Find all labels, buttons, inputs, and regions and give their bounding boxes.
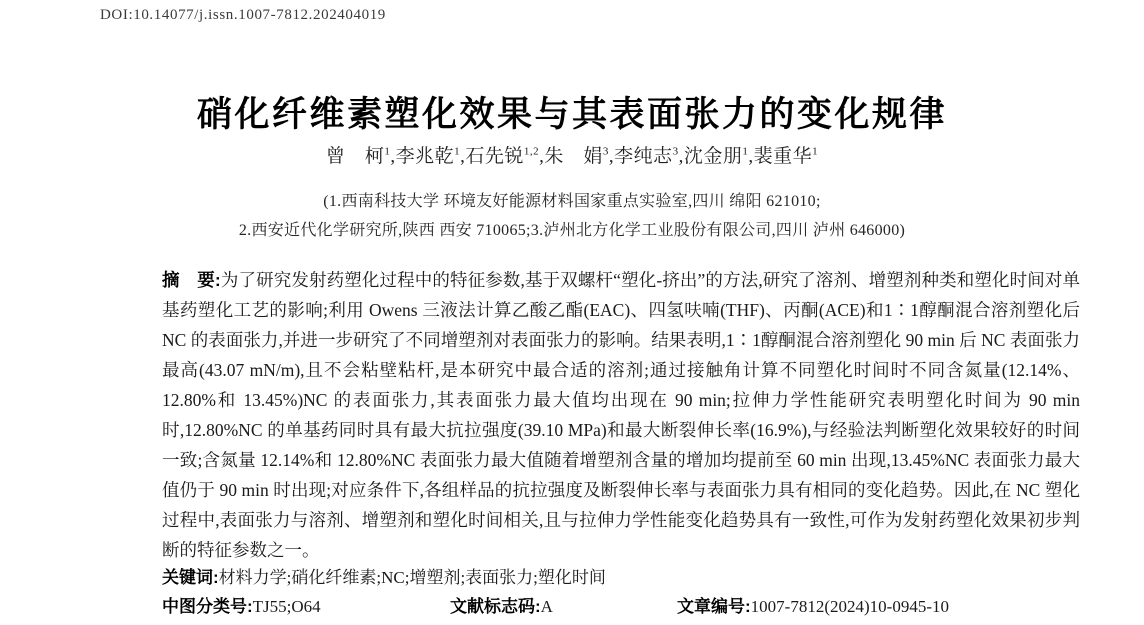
author: 李纯志$^3$ [614, 145, 679, 167]
keywords-label: 关键词: [162, 568, 219, 587]
article-id-label: 文章编号: [677, 597, 751, 616]
author-affiliation-superscript: 1 [742, 145, 749, 158]
author-affiliation-superscript: 3 [672, 145, 679, 158]
clc-number [162, 592, 321, 617]
article-id [677, 592, 949, 617]
abstract-text: 为了研究发射药塑化过程中的特征参数,基于双螺杆“塑化-挤出”的方法,研究了溶剂、增塑剂种类和塑化时间对单基药塑化工艺的影响;利用 Owens 三液法计算乙酸乙酯(EAC)、四氢呋喃(THF)、丙酮(ACE)和1∶1醇酮混合溶剂塑化后 NC 的表面张力,并进一步研究了不同增塑剂对表面张力的影响。结果表明,1∶1醇酮混合溶剂塑化 90 min 后 NC 表面张力最高(43.07 mN/m),且不会粘壁粘杆,是本研究中最合适的溶剂;通过接触角计算不同塑化时间时不同含氮量(12.14%、12.80%和 13.45%)NC 的表面张力,其表面张力最大值均出现在 90 min;拉伸力学性能研究表明塑化时间为 90 min 时,12.80%NC 的单基药同时具有最大抗拉强度(39.10 MPa)和最大断裂伸长率(16.9%),与经验法判断塑化效果较好的时间一致;含氮量 12.14%和 12.80%NC 表面张力最大值随着增塑剂含量的增加均提前至 60 min 出现,13.45%NC 表面张力最大值仍于 90 min 时出现;对应条件下,各组样品的抗拉强度及断裂伸长率与表面张力具有相同的变化趋势。因此,在 NC 塑化过程中,表面张力与溶剂、增塑剂和塑化时间相关,且与拉伸力学性能变化趋势具有一致性,可作为发射药塑化效果初步判断的特征参数之一。 [162, 270, 1081, 560]
clc-value: TJ55;O64 [252, 597, 321, 616]
paper-title: 硝化纤维素塑化效果与其表面张力的变化规律 [196, 95, 947, 135]
doi-line: DOI:10.14077/j.issn.1007-7812.202404019 [100, 7, 386, 23]
authors-line: 曾 柯$^1$,李兆乾$^1$,石先锐$^{1,2}$,朱 娟$^3$,李纯志$^3$,沈金朋$^1$,裴重华$^1$ [325, 145, 819, 167]
document-code-value: A [540, 597, 553, 616]
clc-label: 中图分类号: [162, 597, 253, 616]
document-code-label: 文献标志码: [450, 597, 541, 616]
author: 石先锐$^{1,2}$ [465, 145, 540, 167]
document-code [450, 592, 553, 617]
keywords-line [162, 563, 1080, 588]
author: 朱 娟$^3$ [544, 145, 609, 167]
abstract-paragraph [162, 265, 1080, 565]
abstract-label: 摘 要: [162, 270, 221, 290]
affiliation-line-2: 2.西安近代化学研究所,陕西 西安 710065;3.泸州北方化学工业股份有限公司,四川 泸州 646000) [238, 222, 906, 239]
author: 李兆乾$^1$ [395, 145, 461, 167]
author-affiliation-superscript: 1,2 [523, 145, 540, 158]
author: 曾 柯$^1$ [325, 145, 391, 167]
author-affiliation-superscript: 3 [602, 145, 609, 158]
author-affiliation-superscript: 1 [454, 145, 461, 158]
author: 裴重华$^1$ [753, 145, 819, 167]
affiliation-line-1: (1.西南科技大学 环境友好能源材料国家重点实验室,四川 绵阳 621010; [323, 193, 821, 210]
meta-row [162, 592, 1080, 618]
author-affiliation-superscript: 1 [384, 145, 391, 158]
author-affiliation-superscript: 1 [812, 145, 819, 158]
author: 沈金朋$^1$ [683, 145, 749, 167]
keywords-text: 材料力学;硝化纤维素;NC;增塑剂;表面张力;塑化时间 [218, 568, 606, 587]
article-id-value: 1007-7812(2024)10-0945-10 [750, 597, 949, 616]
